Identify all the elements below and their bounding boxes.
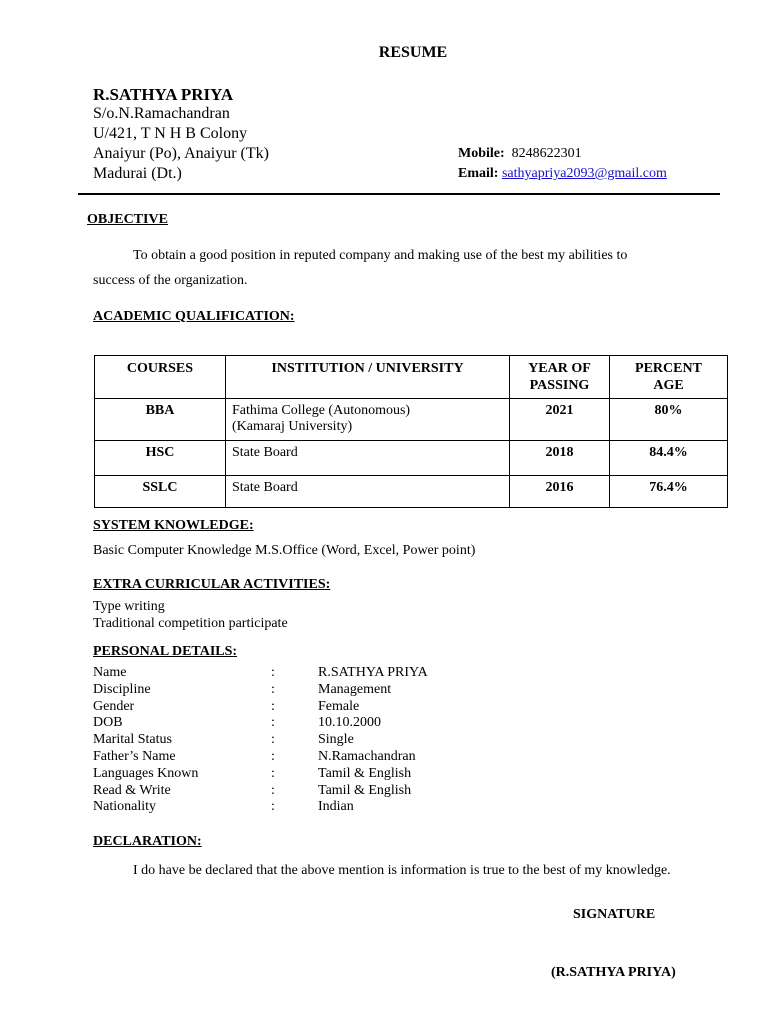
address-line-4: Madurai (Dt.) xyxy=(93,165,182,182)
personal-colon: : xyxy=(271,699,275,714)
personal-label: Discipline xyxy=(93,682,151,697)
percent-cell: 84.4% xyxy=(610,441,728,476)
signature-label: SIGNATURE xyxy=(573,907,656,922)
email-contact xyxy=(458,166,667,182)
personal-label: Read & Write xyxy=(93,783,171,798)
declaration-text: I do have be declared that the above mention is information is true to the best of my knowledge. xyxy=(133,863,671,878)
institution-line-2: (Kamaraj University) xyxy=(232,419,353,434)
personal-colon: : xyxy=(271,682,275,697)
personal-value: Tamil & English xyxy=(318,783,412,798)
percent-header-line-1: PERCENT xyxy=(635,361,702,376)
candidate-name: R.SATHYA PRIYA xyxy=(93,85,234,104)
percent-header-line-2: AGE xyxy=(653,378,684,393)
table-row xyxy=(95,441,728,476)
column-header-institution: INSTITUTION / UNIVERSITY xyxy=(226,356,510,399)
personal-value: 10.10.2000 xyxy=(318,715,381,730)
personal-value: Indian xyxy=(318,799,354,814)
year-header-line-1: YEAR OF xyxy=(528,361,591,376)
course-cell: BBA xyxy=(95,399,226,441)
objective-text-line-2: success of the organization. xyxy=(93,273,248,288)
table-header-row xyxy=(95,356,728,399)
personal-value: R.SATHYA PRIYA xyxy=(318,665,428,680)
personal-colon: : xyxy=(271,749,275,764)
personal-value: Management xyxy=(318,682,392,697)
course-cell: SSLC xyxy=(95,476,226,508)
personal-value: Tamil & English xyxy=(318,766,412,781)
course-cell: HSC xyxy=(95,441,226,476)
personal-label: Languages Known xyxy=(93,766,199,781)
percent-cell: 80% xyxy=(610,399,728,441)
system-knowledge-text: Basic Computer Knowledge M.S.Office (Word, Excel, Power point) xyxy=(93,543,476,558)
table-row xyxy=(95,476,728,508)
system-knowledge-heading: SYSTEM KNOWLEDGE: xyxy=(93,518,254,533)
column-header-year xyxy=(510,356,610,399)
extra-curricular-heading: EXTRA CURRICULAR ACTIVITIES: xyxy=(93,577,331,592)
objective-heading: OBJECTIVE xyxy=(87,212,168,227)
personal-label: Marital Status xyxy=(93,732,172,747)
objective-text-line-1: To obtain a good position in reputed company and making use of the best my abilities to xyxy=(133,248,628,263)
institution-line-1: Fathima College (Autonomous) xyxy=(232,403,411,418)
email-label: Email: xyxy=(458,166,499,181)
address-line-2: U/421, T N H B Colony xyxy=(93,125,248,142)
percent-cell: 76.4% xyxy=(610,476,728,508)
personal-colon: : xyxy=(271,715,275,730)
mobile-label: Mobile: xyxy=(458,146,505,161)
personal-details-heading: PERSONAL DETAILS: xyxy=(93,644,238,659)
institution-cell xyxy=(226,399,510,441)
personal-label: Nationality xyxy=(93,799,156,814)
personal-label: DOB xyxy=(93,715,123,730)
academic-heading: ACADEMIC QUALIFICATION: xyxy=(93,309,295,324)
institution-cell: State Board xyxy=(226,441,510,476)
institution-cell: State Board xyxy=(226,476,510,508)
mobile-number: 8248622301 xyxy=(511,146,582,161)
personal-colon: : xyxy=(271,732,275,747)
header-divider xyxy=(78,193,720,195)
signature-name: (R.SATHYA PRIYA) xyxy=(551,965,676,980)
address-line-1: S/o.N.Ramachandran xyxy=(93,105,230,122)
personal-value: Female xyxy=(318,699,360,714)
email-link[interactable]: sathyapriya2093@gmail.com xyxy=(501,166,667,181)
personal-colon: : xyxy=(271,766,275,781)
resume-title: RESUME xyxy=(378,44,448,61)
year-header-line-2: PASSING xyxy=(529,378,590,393)
extra-item-2: Traditional competition participate xyxy=(93,616,288,631)
address-line-3: Anaiyur (Po), Anaiyur (Tk) xyxy=(93,145,269,162)
mobile-contact xyxy=(458,146,582,162)
column-header-courses: COURSES xyxy=(95,356,226,399)
personal-label: Father’s Name xyxy=(93,749,176,764)
year-cell: 2021 xyxy=(510,399,610,441)
personal-colon: : xyxy=(271,665,275,680)
personal-label: Name xyxy=(93,665,127,680)
declaration-heading: DECLARATION: xyxy=(93,834,202,849)
personal-value: Single xyxy=(318,732,354,747)
personal-colon: : xyxy=(271,799,275,814)
year-cell: 2018 xyxy=(510,441,610,476)
academic-table xyxy=(94,355,728,508)
personal-value: N.Ramachandran xyxy=(318,749,416,764)
table-row xyxy=(95,399,728,441)
extra-item-1: Type writing xyxy=(93,599,165,614)
personal-colon: : xyxy=(271,783,275,798)
column-header-percent xyxy=(610,356,728,399)
personal-label: Gender xyxy=(93,699,135,714)
year-cell: 2016 xyxy=(510,476,610,508)
